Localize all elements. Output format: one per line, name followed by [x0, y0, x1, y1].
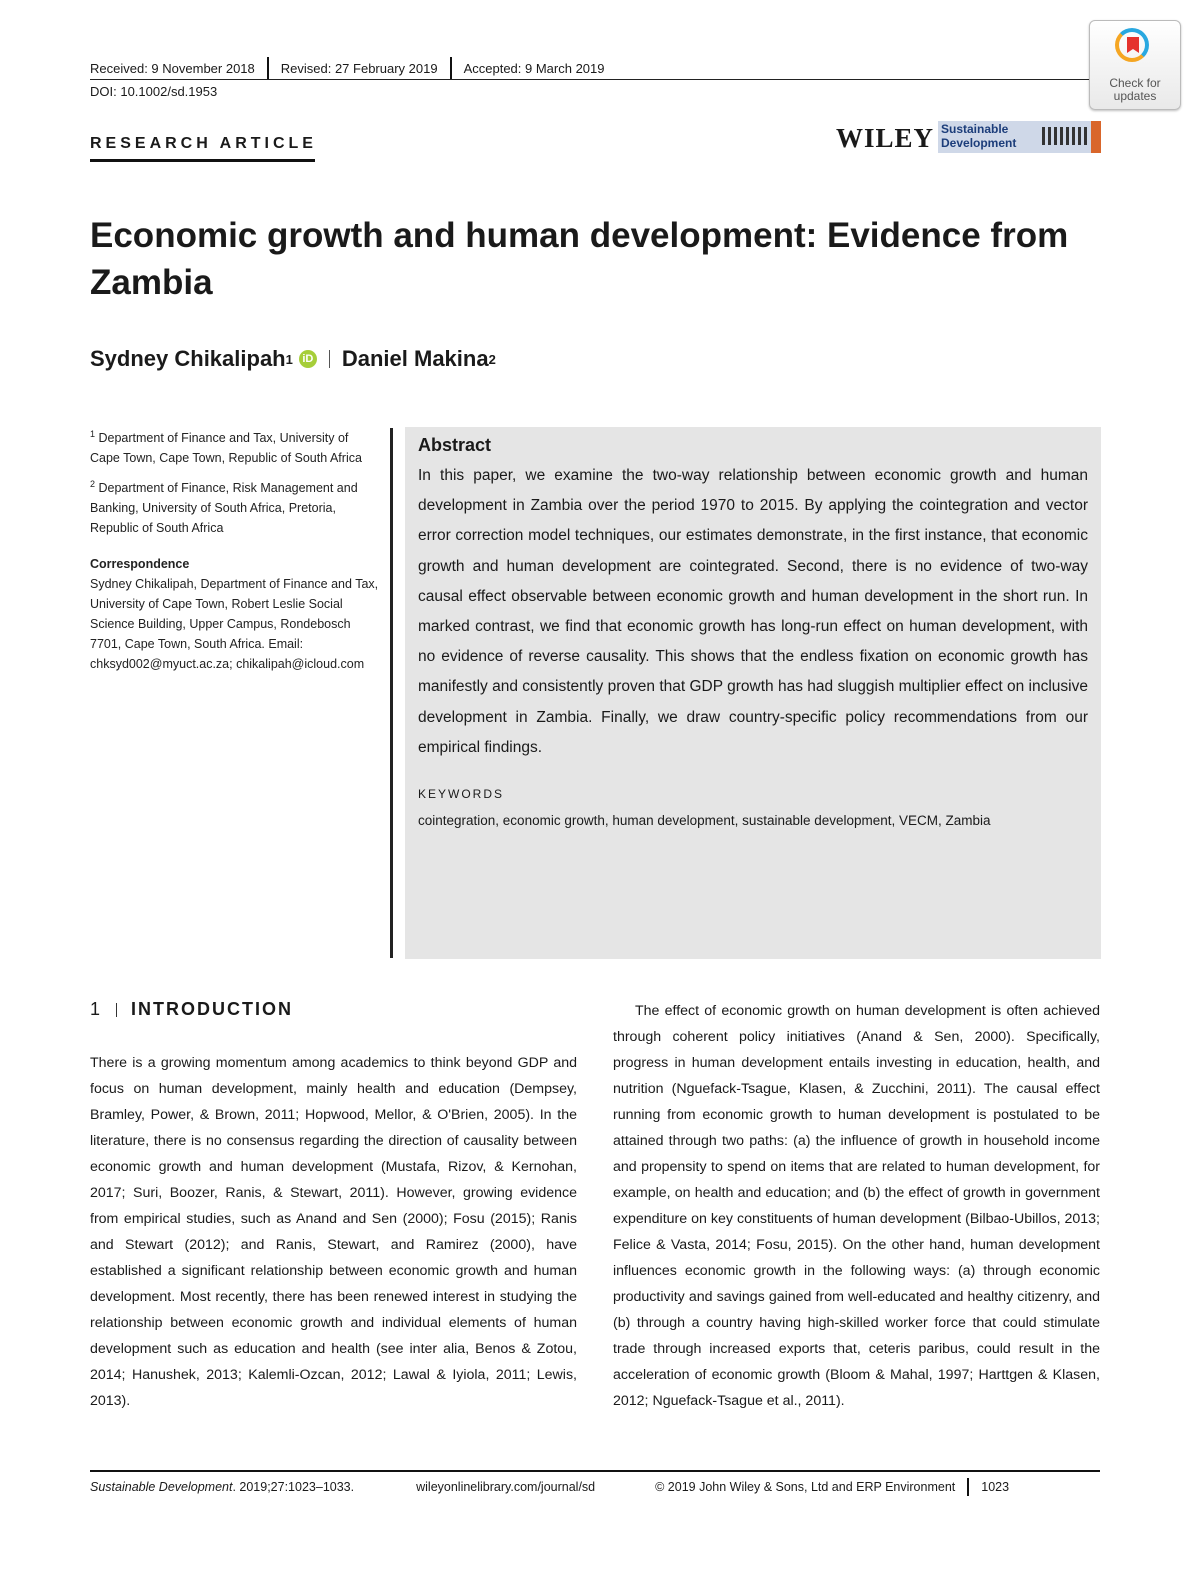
body-paragraph: The effect of economic growth on human development is often achieved through coherent policy initiatives (Anand & Sen, 2000). Specifically, progress in human development entails investing in education, health, and nutrition (Nguefack-Tsague, Klasen, & Zucchini, 2011). The causal effect running from economic growth to human development is postulated to be attained through two paths: (a) the influence of growth in household income and propensity to spend on items that are related to human development, for example, on health and education; and (b) the effect of growth in government expenditure on key constituents of human development (Bilbao-Ubillos, 2013; Felice & Vasta, 2014; Fosu, 2015). On the other hand, human development influences economic growth in the following ways: (a) through economic productivity and savings gained from well-educated and healthy citizenry, and (b) through a country having high-skilled worker force that could stimulate trade through increased exports that, ceteris paribus, could result in the acceleration of economic growth (Bloom & Mahal, 1997; Harttgen & Klasen, 2012; Nguefack-Tsague et al., 2011).: [613, 1003, 1100, 1409]
footer-volume: . 2019;27:1023–1033.: [232, 1480, 355, 1494]
publisher-logo[interactable]: WILEY: [836, 123, 935, 153]
article-type: RESEARCH ARTICLE: [90, 135, 317, 152]
affiliation-number: 2: [90, 479, 96, 490]
received-date: Received: 9 November 2018: [90, 60, 255, 76]
section-heading: [90, 999, 293, 1020]
footer-journal: Sustainable Development: [90, 1480, 233, 1494]
abstract-heading: Abstract: [418, 435, 492, 455]
footer-copyright: © 2019 John Wiley & Sons, Ltd and ERP Environment: [655, 1480, 956, 1494]
author-list: [90, 346, 496, 372]
journal-logo-text: Sustainable Development: [941, 122, 1017, 150]
footer-citation: [90, 1480, 354, 1494]
section-title: INTRODUCTION: [131, 999, 294, 1019]
check-for-updates-label: Check for updates: [1109, 76, 1161, 103]
abstract-text: In this paper, we examine the two-way relationship between economic growth and human development in Zambia over the period 1970 to 2015. By applying the cointegration and vector error correction model techniques, our estimates demonstrate, in the first instance, that economic growth and human development are cointegrated. Second, there is no evidence of two-way causal effect observable between economic growth and human development in the short run. In marked contrast, we find that economic growth has long-run effect on human development, with no evidence of reverse causality. This shows that the endless fixation on economic growth has manifestly and consistently proven that GDP growth has had sluggish multiplier effect on inclusive development in Zambia. Finally, we draw country-specific policy recommendations from our empirical findings.: [418, 467, 1088, 756]
affiliation-number: 1: [90, 429, 96, 439]
author-name[interactable]: Sydney Chikalipah: [90, 346, 286, 371]
affiliation: [90, 424, 380, 468]
article-type-underline: [90, 159, 315, 162]
author-separator: [329, 350, 330, 368]
affiliation: [90, 474, 380, 538]
revised-date: Revised: 27 February 2019: [280, 60, 438, 76]
affiliation-text: Department of Finance and Tax, University of Cape Town, Cape Town, Republic of South Africa: [90, 431, 362, 466]
keywords: cointegration, economic growth, human development, sustainable development, VECM, Zambia: [418, 813, 991, 829]
header-rule: [90, 79, 1100, 80]
body-paragraph: There is a growing momentum among academics to think beyond GDP and focus on human development, mainly health and education (Dempsey, Bramley, Power, & Brown, 2011; Hopwood, Mellor, & O'Brien, 2005). In the literature, there is no consensus regarding the direction of causality between economic growth and human development (Mustafa, Rizov, & Kernohan, 2017; Suri, Boozer, Ranis, & Stewart, 2011). However, growing evidence from empirical studies, such as Anand and Sen (2000); Fosu (2015); Ranis and Stewart (2012); and Ranis, Stewart, and Ramirez (2000), have established a significant relationship between economic growth and human development. Most recently, there has been renewed interest in studying the relationship between economic growth and individual elements of human development such as education and health (see inter alia, Benos & Zotou, 2014; Hanushek, 2013; Kalemli-Ozcan, 2012; Lawal & Iyiola, 2011; Lewis, 2013).: [90, 1055, 577, 1409]
section-number: 1: [90, 999, 103, 1019]
doi[interactable]: DOI: 10.1002/sd.1953: [90, 84, 218, 99]
paper-title: Economic growth and human development: Evidence from Zambia: [90, 216, 1069, 302]
footer-url[interactable]: wileyonlinelibrary.com/journal/sd: [416, 1480, 596, 1494]
body-column-right: [613, 998, 1100, 1414]
affiliations-panel: [90, 424, 380, 674]
keywords-heading: KEYWORDS: [418, 787, 505, 802]
affiliations-rule: [390, 428, 393, 958]
check-for-updates-button[interactable]: [1089, 20, 1181, 110]
author-affiliation-mark: 2: [488, 351, 496, 367]
journal-logo[interactable]: [938, 121, 1101, 153]
author-name[interactable]: Daniel Makina: [341, 346, 489, 371]
footer-separator: [967, 1478, 969, 1496]
journal-logo-graphic-icon: [1042, 127, 1088, 145]
correspondence-heading: Correspondence: [90, 557, 190, 572]
page-footer: [90, 1478, 1100, 1496]
accepted-date: Accepted: 9 March 2019: [463, 60, 605, 76]
body-column-left: [90, 1050, 577, 1414]
correspondence-text: Sydney Chikalipah, Department of Finance and Tax, University of Cape Town, Robert Leslie Social Science Building, Upper Campus, Rondebosch 7701, Cape Town, South Africa. Email: chksyd002@myuct.ac.za; chikalipah@icloud.com: [90, 577, 379, 672]
orcid-icon[interactable]: iD: [299, 350, 317, 368]
article-dates: [90, 57, 605, 79]
journal-logo-bar: [1091, 121, 1101, 153]
date-separator: [267, 57, 269, 79]
date-separator: [450, 57, 452, 79]
affiliation-text: Department of Finance, Risk Management and Banking, University of South Africa, Pretoria, Republic of South Africa: [90, 481, 358, 536]
author-affiliation-mark: 1: [285, 351, 293, 367]
section-separator: [116, 1003, 117, 1017]
footer-rule: [90, 1470, 1100, 1472]
page-number: 1023: [981, 1480, 1010, 1494]
abstract-box: [405, 427, 1101, 959]
